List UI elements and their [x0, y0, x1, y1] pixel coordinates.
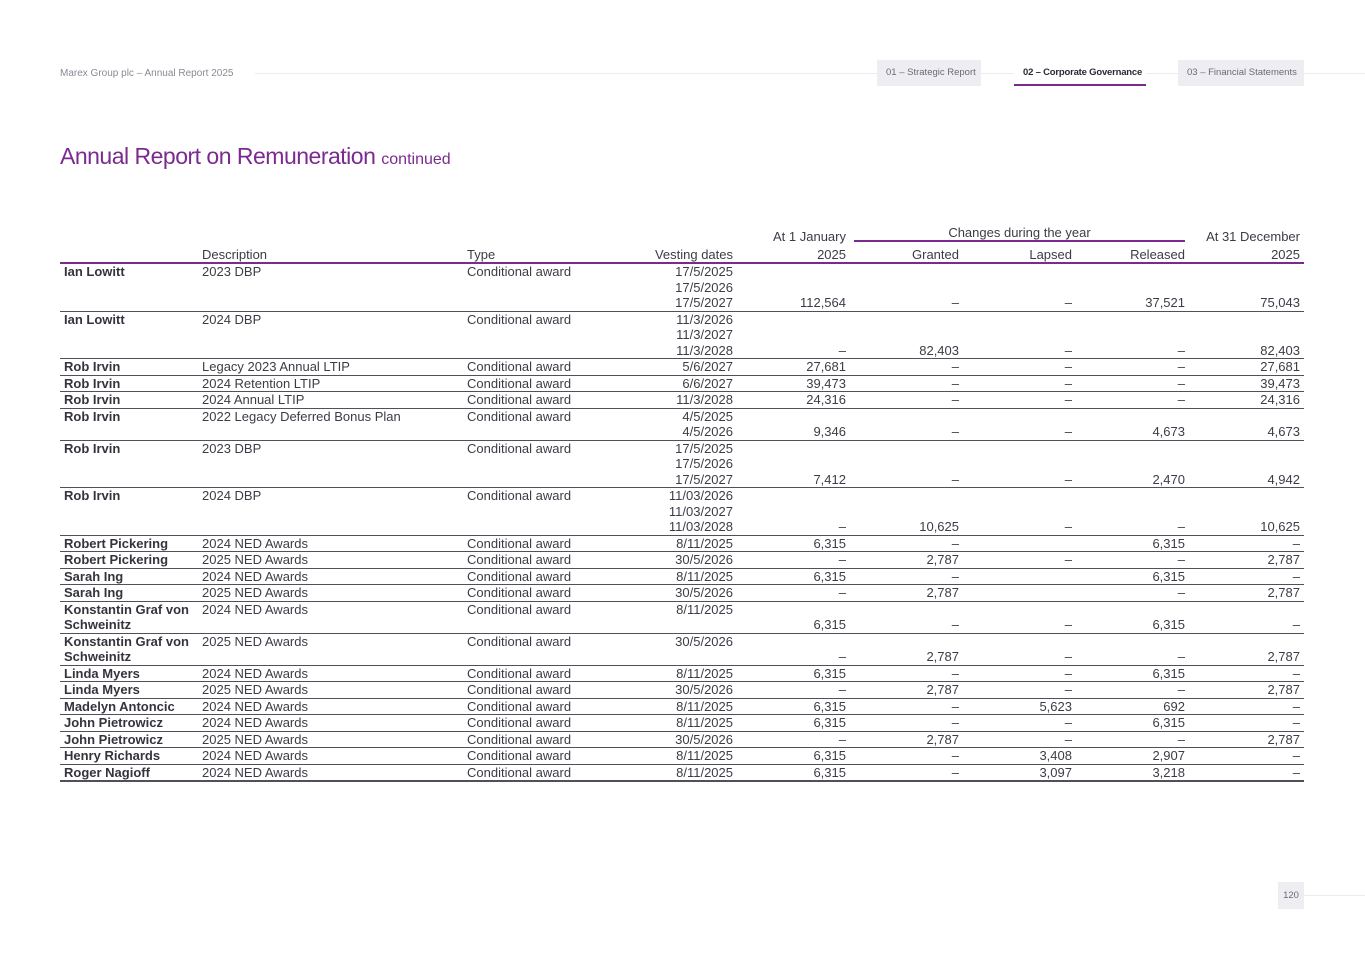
cell-description: 2024 NED Awards: [198, 764, 463, 781]
report-name: Marex Group plc – Annual Report 2025: [60, 68, 241, 79]
cell-at-jan: –: [737, 311, 850, 359]
vesting-date: 5/6/2027: [682, 359, 733, 374]
cell-granted: 2,787: [850, 682, 963, 699]
vesting-date: 8/11/2025: [676, 535, 733, 551]
cell-vesting: [613, 585, 737, 602]
table-row: [60, 488, 1304, 536]
col-at-dec-line2: 2025: [1189, 244, 1304, 263]
cell-granted: –: [850, 408, 963, 440]
col-at-dec-line1: At 31 December: [1206, 229, 1300, 244]
cell-lapsed: [963, 585, 1076, 602]
table-row: [60, 568, 1304, 585]
cell-at-jan: –: [737, 585, 850, 602]
cell-at-dec: –: [1189, 698, 1304, 715]
cell-vesting: [613, 568, 737, 585]
vesting-date: 17/5/2026: [675, 279, 733, 295]
vesting-date: 11/3/2026: [676, 311, 733, 327]
cell-description: 2025 NED Awards: [198, 585, 463, 602]
col-at-jan-line2: 2025: [737, 244, 850, 263]
cell-vesting: [613, 633, 737, 665]
cell-type: Conditional award: [463, 568, 613, 585]
cell-type: Conditional award: [463, 440, 613, 488]
cell-at-dec: 2,787: [1189, 585, 1304, 602]
cell-released: –: [1076, 359, 1189, 376]
col-released: Released: [1076, 244, 1189, 263]
cell-released: –: [1076, 731, 1189, 748]
table-row: [60, 535, 1304, 552]
vesting-date: 8/11/2025: [676, 764, 733, 780]
table-row: [60, 375, 1304, 392]
cell-released: –: [1076, 633, 1189, 665]
cell-lapsed: –: [963, 375, 1076, 392]
cell-at-jan: 7,412: [737, 440, 850, 488]
cell-description: 2022 Legacy Deferred Bonus Plan: [198, 408, 463, 440]
vesting-date: 8/11/2025: [676, 748, 733, 763]
changes-group-label: Changes during the year: [942, 225, 1096, 240]
vesting-date: 11/3/2028: [676, 342, 733, 358]
vesting-date: 17/5/2027: [675, 295, 733, 310]
cell-type: Conditional award: [463, 535, 613, 552]
cell-vesting: [613, 408, 737, 440]
cell-name: Madelyn Antoncic: [60, 698, 198, 715]
cell-vesting: [613, 552, 737, 569]
cell-at-dec: –: [1189, 748, 1304, 765]
col-at-jan-line1: At 1 January: [773, 229, 846, 244]
cell-lapsed: 5,623: [963, 698, 1076, 715]
cell-released: 2,907: [1076, 748, 1189, 765]
cell-type: Conditional award: [463, 392, 613, 409]
cell-released: –: [1076, 552, 1189, 569]
cell-vesting: [613, 682, 737, 699]
vesting-date: 11/03/2027: [668, 503, 733, 519]
cell-lapsed: –: [963, 488, 1076, 536]
cell-name: Rob Irvin: [60, 375, 198, 392]
cell-name: John Pietrowicz: [60, 731, 198, 748]
cell-name: Ian Lowitt: [60, 311, 198, 359]
cell-description: Legacy 2023 Annual LTIP: [198, 359, 463, 376]
cell-at-dec: –: [1189, 665, 1304, 682]
cell-vesting: [613, 731, 737, 748]
col-lapsed: Lapsed: [963, 244, 1076, 263]
cell-type: Conditional award: [463, 552, 613, 569]
table-row: [60, 585, 1304, 602]
cell-at-dec: 75,043: [1189, 263, 1304, 311]
cell-granted: –: [850, 392, 963, 409]
tab-financial-statements[interactable]: 03 – Financial Statements: [1178, 60, 1304, 86]
cell-lapsed: –: [963, 392, 1076, 409]
cell-at-jan: 6,315: [737, 665, 850, 682]
cell-description: 2024 Annual LTIP: [198, 392, 463, 409]
cell-granted: –: [850, 764, 963, 781]
cell-name: Robert Pickering: [60, 535, 198, 552]
vesting-date: 11/3/2028: [676, 392, 733, 407]
cell-vesting: [613, 311, 737, 359]
table-row: [60, 601, 1304, 633]
col-vesting: Vesting dates: [613, 244, 737, 263]
cell-vesting: [613, 359, 737, 376]
cell-name: Rob Irvin: [60, 440, 198, 488]
vesting-date: 8/11/2025: [676, 601, 733, 617]
table-row: [60, 359, 1304, 376]
cell-at-jan: –: [737, 633, 850, 665]
cell-name: Sarah Ing: [60, 568, 198, 585]
cell-description: 2023 DBP: [198, 440, 463, 488]
cell-at-jan: –: [737, 682, 850, 699]
cell-description: 2024 NED Awards: [198, 748, 463, 765]
table-body: [60, 263, 1304, 781]
cell-granted: –: [850, 375, 963, 392]
cell-at-dec: 24,316: [1189, 392, 1304, 409]
cell-vesting: [613, 764, 737, 781]
cell-granted: –: [850, 535, 963, 552]
cell-description: 2025 NED Awards: [198, 682, 463, 699]
cell-description: 2024 NED Awards: [198, 568, 463, 585]
cell-released: –: [1076, 392, 1189, 409]
cell-vesting: [613, 748, 737, 765]
cell-at-dec: 4,942: [1189, 440, 1304, 488]
cell-released: 6,315: [1076, 568, 1189, 585]
table-row: [60, 698, 1304, 715]
cell-released: –: [1076, 488, 1189, 536]
cell-at-dec: 4,673: [1189, 408, 1304, 440]
cell-name: Rob Irvin: [60, 408, 198, 440]
cell-at-dec: –: [1189, 764, 1304, 781]
page-title-main: Annual Report on Remuneration: [60, 143, 376, 169]
cell-granted: –: [850, 698, 963, 715]
cell-granted: –: [850, 263, 963, 311]
cell-type: Conditional award: [463, 682, 613, 699]
col-description: Description: [198, 244, 463, 263]
cell-granted: 82,403: [850, 311, 963, 359]
cell-vesting: [613, 665, 737, 682]
cell-lapsed: –: [963, 263, 1076, 311]
vesting-date: 17/5/2026: [675, 456, 733, 471]
vesting-date: 8/11/2025: [676, 698, 733, 714]
cell-vesting: [613, 263, 737, 311]
cell-at-dec: –: [1189, 601, 1304, 633]
vesting-date: 17/5/2025: [675, 440, 733, 456]
cell-vesting: [613, 375, 737, 392]
cell-at-jan: 112,564: [737, 263, 850, 311]
cell-at-jan: 39,473: [737, 375, 850, 392]
cell-vesting: [613, 601, 737, 633]
cell-granted: –: [850, 665, 963, 682]
cell-at-jan: 6,315: [737, 764, 850, 781]
page-title-suffix: continued: [381, 151, 451, 168]
cell-granted: –: [850, 601, 963, 633]
col-type: Type: [463, 244, 613, 263]
cell-type: Conditional award: [463, 698, 613, 715]
cell-description: 2024 Retention LTIP: [198, 375, 463, 392]
cell-description: 2023 DBP: [198, 263, 463, 311]
cell-type: Conditional award: [463, 311, 613, 359]
group-underline: [854, 240, 1185, 242]
cell-type: Conditional award: [463, 764, 613, 781]
cell-at-dec: 2,787: [1189, 552, 1304, 569]
changes-group-header: [850, 226, 1189, 244]
cell-lapsed: –: [963, 665, 1076, 682]
cell-vesting: [613, 715, 737, 732]
cell-name: Rob Irvin: [60, 359, 198, 376]
cell-name: Roger Nagioff: [60, 764, 198, 781]
cell-vesting: [613, 392, 737, 409]
table-row: [60, 311, 1304, 359]
tab-corporate-governance[interactable]: 02 – Corporate Governance: [1014, 60, 1146, 86]
cell-name: Rob Irvin: [60, 392, 198, 409]
cell-type: Conditional award: [463, 585, 613, 602]
cell-at-jan: –: [737, 488, 850, 536]
cell-at-jan: 6,315: [737, 601, 850, 633]
cell-released: 4,673: [1076, 408, 1189, 440]
cell-at-dec: 2,787: [1189, 731, 1304, 748]
cell-at-jan: 6,315: [737, 748, 850, 765]
cell-description: 2024 NED Awards: [198, 665, 463, 682]
cell-type: Conditional award: [463, 715, 613, 732]
cell-type: Conditional award: [463, 408, 613, 440]
col-name: [60, 244, 198, 263]
cell-at-jan: 9,346: [737, 408, 850, 440]
cell-granted: 2,787: [850, 633, 963, 665]
tab-strategic-report[interactable]: 01 – Strategic Report: [877, 60, 981, 86]
table-row: [60, 731, 1304, 748]
cell-lapsed: –: [963, 408, 1076, 440]
vesting-date: 8/11/2025: [676, 665, 733, 681]
cell-at-jan: 6,315: [737, 715, 850, 732]
cell-released: 6,315: [1076, 601, 1189, 633]
table-row: [60, 552, 1304, 569]
cell-type: Conditional award: [463, 263, 613, 311]
cell-granted: 10,625: [850, 488, 963, 536]
cell-at-dec: 2,787: [1189, 633, 1304, 665]
cell-granted: –: [850, 715, 963, 732]
table-row: [60, 408, 1304, 440]
table-row: [60, 263, 1304, 311]
table-row: [60, 715, 1304, 732]
vesting-date: 11/03/2028: [668, 519, 733, 534]
cell-at-jan: 6,315: [737, 568, 850, 585]
cell-at-jan: 27,681: [737, 359, 850, 376]
cell-granted: –: [850, 748, 963, 765]
cell-lapsed: –: [963, 552, 1076, 569]
table-row: [60, 748, 1304, 765]
vesting-date: 30/5/2026: [675, 585, 733, 600]
cell-name: Konstantin Graf von Schweinitz: [60, 601, 198, 633]
cell-description: 2025 NED Awards: [198, 633, 463, 665]
cell-description: 2025 NED Awards: [198, 552, 463, 569]
cell-type: Conditional award: [463, 748, 613, 765]
table-row: [60, 665, 1304, 682]
remuneration-table: [60, 226, 1304, 782]
vesting-date: 30/5/2026: [675, 682, 733, 697]
col-granted: Granted: [850, 244, 963, 263]
cell-description: 2024 NED Awards: [198, 715, 463, 732]
cell-at-dec: 2,787: [1189, 682, 1304, 699]
cell-at-dec: 27,681: [1189, 359, 1304, 376]
cell-lapsed: [963, 535, 1076, 552]
cell-granted: –: [850, 568, 963, 585]
cell-description: 2024 NED Awards: [198, 601, 463, 633]
vesting-date: 30/5/2026: [675, 633, 733, 649]
cell-type: Conditional award: [463, 359, 613, 376]
cell-released: –: [1076, 375, 1189, 392]
cell-lapsed: –: [963, 731, 1076, 748]
cell-type: Conditional award: [463, 488, 613, 536]
cell-name: Linda Myers: [60, 682, 198, 699]
cell-name: Konstantin Graf von Schweinitz: [60, 633, 198, 665]
cell-type: Conditional award: [463, 633, 613, 665]
vesting-date: 11/3/2027: [676, 327, 733, 342]
cell-name: Linda Myers: [60, 665, 198, 682]
cell-at-dec: –: [1189, 715, 1304, 732]
cell-granted: 2,787: [850, 585, 963, 602]
vesting-date: 4/5/2025: [682, 408, 733, 424]
table-row: [60, 764, 1304, 781]
vesting-date: 4/5/2026: [682, 424, 733, 439]
vesting-date: 17/5/2027: [675, 471, 733, 487]
cell-description: 2024 NED Awards: [198, 698, 463, 715]
vesting-date: 30/5/2026: [675, 731, 733, 747]
table-row: [60, 440, 1304, 488]
cell-type: Conditional award: [463, 375, 613, 392]
cell-name: Robert Pickering: [60, 552, 198, 569]
cell-released: 6,315: [1076, 715, 1189, 732]
cell-granted: 2,787: [850, 731, 963, 748]
cell-released: 2,470: [1076, 440, 1189, 488]
cell-granted: –: [850, 359, 963, 376]
vesting-date: 6/6/2027: [682, 375, 733, 391]
cell-at-dec: 10,625: [1189, 488, 1304, 536]
cell-lapsed: –: [963, 311, 1076, 359]
footer-divider: [1304, 895, 1365, 896]
cell-lapsed: –: [963, 359, 1076, 376]
cell-type: Conditional award: [463, 731, 613, 748]
cell-lapsed: –: [963, 601, 1076, 633]
cell-vesting: [613, 698, 737, 715]
cell-lapsed: 3,408: [963, 748, 1076, 765]
cell-name: John Pietrowicz: [60, 715, 198, 732]
cell-released: –: [1076, 311, 1189, 359]
cell-at-jan: 24,316: [737, 392, 850, 409]
cell-lapsed: –: [963, 633, 1076, 665]
cell-at-jan: 6,315: [737, 535, 850, 552]
vesting-date: 11/03/2026: [668, 488, 733, 503]
cell-name: Sarah Ing: [60, 585, 198, 602]
cell-name: Henry Richards: [60, 748, 198, 765]
page-number: 120: [1278, 882, 1304, 909]
cell-description: 2024 DBP: [198, 488, 463, 536]
cell-granted: 2,787: [850, 552, 963, 569]
cell-released: 6,315: [1076, 535, 1189, 552]
cell-vesting: [613, 440, 737, 488]
cell-at-dec: –: [1189, 535, 1304, 552]
cell-type: Conditional award: [463, 601, 613, 633]
table-row: [60, 392, 1304, 409]
cell-name: Ian Lowitt: [60, 263, 198, 311]
cell-description: 2025 NED Awards: [198, 731, 463, 748]
cell-lapsed: –: [963, 682, 1076, 699]
vesting-date: 17/5/2025: [675, 264, 733, 279]
cell-vesting: [613, 488, 737, 536]
cell-lapsed: –: [963, 440, 1076, 488]
cell-at-jan: –: [737, 731, 850, 748]
cell-at-jan: –: [737, 552, 850, 569]
section-nav: [877, 60, 1304, 86]
cell-released: –: [1076, 682, 1189, 699]
table-row: [60, 633, 1304, 665]
cell-lapsed: [963, 568, 1076, 585]
cell-released: 692: [1076, 698, 1189, 715]
vesting-date: 30/5/2026: [675, 552, 733, 567]
cell-description: 2024 DBP: [198, 311, 463, 359]
vesting-date: 8/11/2025: [676, 568, 733, 584]
table-row: [60, 682, 1304, 699]
vesting-date: 8/11/2025: [676, 715, 733, 730]
cell-released: 6,315: [1076, 665, 1189, 682]
cell-name: Rob Irvin: [60, 488, 198, 536]
cell-granted: –: [850, 440, 963, 488]
cell-type: Conditional award: [463, 665, 613, 682]
cell-vesting: [613, 535, 737, 552]
cell-lapsed: 3,097: [963, 764, 1076, 781]
cell-at-dec: 39,473: [1189, 375, 1304, 392]
cell-released: 37,521: [1076, 263, 1189, 311]
page-title: [60, 143, 451, 170]
cell-at-jan: 6,315: [737, 698, 850, 715]
cell-released: 3,218: [1076, 764, 1189, 781]
cell-lapsed: –: [963, 715, 1076, 732]
cell-at-dec: 82,403: [1189, 311, 1304, 359]
cell-at-dec: –: [1189, 568, 1304, 585]
cell-description: 2024 NED Awards: [198, 535, 463, 552]
cell-released: –: [1076, 585, 1189, 602]
